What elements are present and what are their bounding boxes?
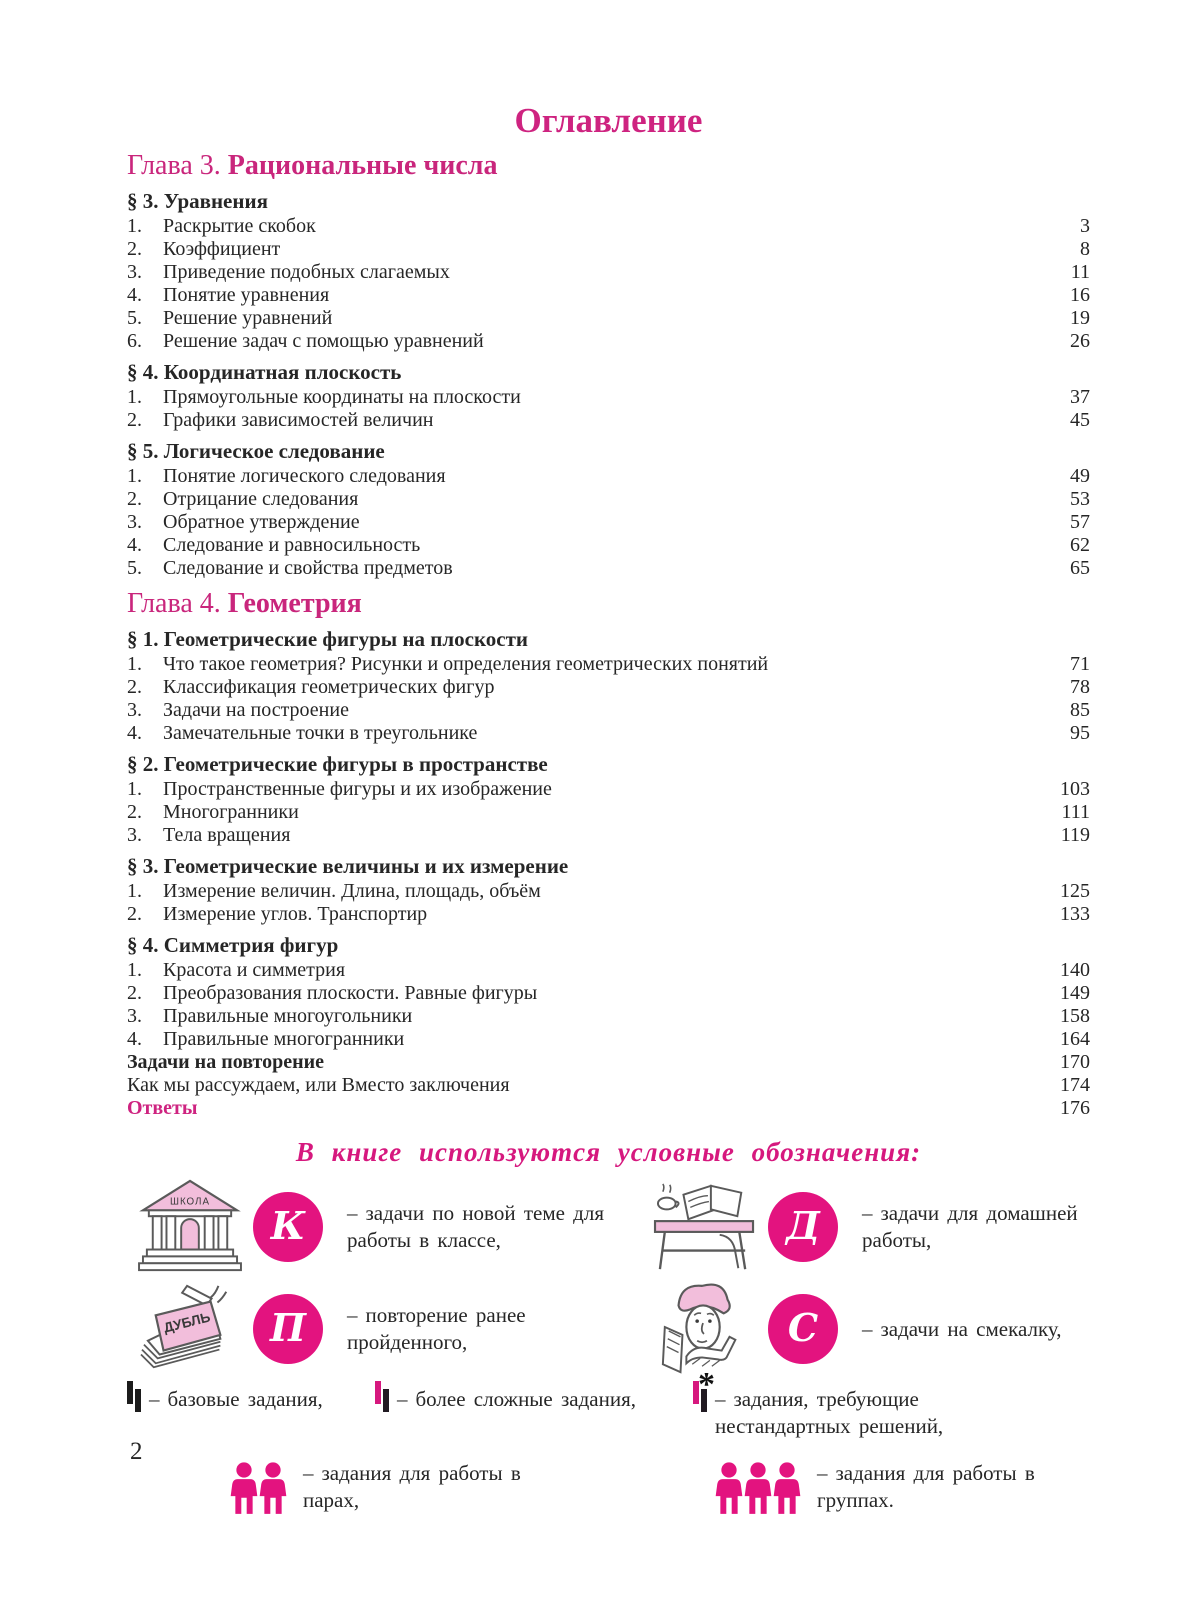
toc-item-title: Правильные многоугольники xyxy=(163,1005,413,1027)
toc-item-page: 95 xyxy=(1070,722,1090,744)
legend-text-value: повторение ранее пройденного, xyxy=(347,1303,526,1354)
legend-square-item xyxy=(375,1384,693,1413)
chapter-heading xyxy=(127,587,1090,620)
section-heading: § 4. Координатная плоскость xyxy=(127,360,402,384)
toc-item-title: Замечательные точки в треугольнике xyxy=(163,722,478,744)
toc-item-page: 174 xyxy=(1060,1074,1090,1096)
dash: – xyxy=(347,1303,358,1327)
toc-item-page: 11 xyxy=(1070,261,1090,283)
toc-item-page: 111 xyxy=(1061,801,1090,823)
toc-item xyxy=(127,215,1090,238)
toc-item-number: 1. xyxy=(127,653,142,675)
toc-item-number: 5. xyxy=(127,307,142,329)
toc-item-title: Задачи на построение xyxy=(163,699,349,721)
toc-item xyxy=(127,982,1090,1005)
toc-item-title: Как мы рассуждаем, или Вместо заключения xyxy=(127,1074,510,1096)
toc-item-page: 26 xyxy=(1070,330,1090,352)
toc-item xyxy=(127,557,1090,580)
toc-item-number: 3. xyxy=(127,824,142,846)
toc-item xyxy=(127,465,1090,488)
toc-item-title: Измерение величин. Длина, площадь, объём xyxy=(163,880,541,902)
legend-people xyxy=(127,1458,1090,1525)
toc-item-page: 164 xyxy=(1060,1028,1090,1050)
toc-item-title: Отрицание следования xyxy=(163,488,359,510)
toc-item-page: 103 xyxy=(1060,778,1090,800)
homework-desk-illustration xyxy=(642,1178,768,1276)
chapter-heading xyxy=(127,149,1090,182)
square-shape xyxy=(127,1381,133,1404)
legend-title: В книге используются условные обозначения: xyxy=(295,1137,922,1167)
toc-item-number: 1. xyxy=(127,959,142,981)
notebook-pen-illustration xyxy=(127,1280,253,1378)
legend-square-item xyxy=(693,1366,1090,1440)
legend-text xyxy=(149,1386,323,1413)
toc-item-page: 65 xyxy=(1070,557,1090,579)
legend-text xyxy=(862,1200,1090,1254)
toc-item xyxy=(127,699,1090,722)
badge-п-icon: П xyxy=(253,1294,323,1364)
pair-people-icon xyxy=(227,1458,285,1525)
toc-item xyxy=(127,488,1090,511)
toc-item-number: 3. xyxy=(127,699,142,721)
toc-item-page: 8 xyxy=(1080,238,1090,260)
toc-item-page: 19 xyxy=(1070,307,1090,329)
toc-item-title: Следование и равносильность xyxy=(163,534,421,556)
toc-item-title: Понятие логического следования xyxy=(163,465,446,487)
svg-text:ШКОЛА: ШКОЛА xyxy=(170,1196,210,1208)
toc-item-number: 1. xyxy=(127,880,142,902)
toc-item-title: Красота и симметрия xyxy=(163,959,346,981)
toc-item-number: 4. xyxy=(127,1028,142,1050)
toc-item xyxy=(127,1028,1090,1051)
toc-item-number: 2. xyxy=(127,982,142,1004)
legend-text-value: задания для работы в группах. xyxy=(817,1461,1035,1512)
toc-item-title: Измерение углов. Транспортир xyxy=(163,903,428,925)
toc-item xyxy=(127,824,1090,847)
toc-item-number: 3. xyxy=(127,1005,142,1027)
legend-squares xyxy=(127,1366,1090,1440)
toc-item-page: 125 xyxy=(1060,880,1090,902)
square-shape xyxy=(375,1381,381,1404)
toc-item-number: 2. xyxy=(127,238,142,260)
toc-item xyxy=(127,386,1090,409)
toc-item xyxy=(127,801,1090,824)
toc-item xyxy=(127,307,1090,330)
toc-item-title: Решение задач с помощью уравнений xyxy=(163,330,484,352)
chapter-label: Глава 4. xyxy=(127,588,221,619)
toc-item-page: 149 xyxy=(1060,982,1090,1004)
toc-item-page: 49 xyxy=(1070,465,1090,487)
toc-item xyxy=(127,1051,1090,1074)
chapter-name: Рациональные числа xyxy=(227,150,498,181)
toc-item-number: 4. xyxy=(127,284,142,306)
legend-text xyxy=(397,1386,636,1413)
legend-text xyxy=(715,1386,1025,1440)
advanced-task-square xyxy=(375,1384,381,1402)
toc-item-title: Раскрытие скобок xyxy=(163,215,316,237)
toc-item-page: 53 xyxy=(1070,488,1090,510)
toc-item-number: 2. xyxy=(127,903,142,925)
svg-text:ДУБЛЬ: ДУБЛЬ xyxy=(162,1309,212,1336)
legend-group-item xyxy=(127,1458,642,1525)
toc-item-number: 1. xyxy=(127,215,142,237)
section-heading: § 2. Геометрические фигуры в пространстве xyxy=(127,752,548,776)
toc-item-page: 170 xyxy=(1060,1051,1090,1073)
toc-item-title: Что такое геометрия? Рисунки и определения геометрических понятий xyxy=(163,653,769,675)
page-title: Оглавление xyxy=(514,101,703,140)
badge-с-icon: С xyxy=(768,1294,838,1364)
page-number: 2 xyxy=(130,1438,143,1465)
toc-item xyxy=(127,880,1090,903)
legend-text xyxy=(862,1316,1090,1343)
dash: – xyxy=(347,1201,358,1225)
toc-item xyxy=(127,1005,1090,1028)
nonstandard-task-square xyxy=(693,1366,715,1403)
legend-text xyxy=(347,1200,642,1254)
toc-item-title: Коэффициент xyxy=(163,238,281,260)
toc-item-title: Классификация геометрических фигур xyxy=(163,676,495,698)
toc-item-number: 6. xyxy=(127,330,142,352)
toc-item-number: 3. xyxy=(127,261,142,283)
table-of-contents xyxy=(127,149,1090,1120)
thinking-person-illustration xyxy=(642,1280,768,1378)
toc-item xyxy=(127,722,1090,745)
dash: – xyxy=(862,1316,873,1341)
badge-д-icon: Д xyxy=(768,1192,838,1262)
toc-item-page: 119 xyxy=(1060,824,1090,846)
toc-item-page: 16 xyxy=(1070,284,1090,306)
legend-text xyxy=(303,1460,543,1514)
toc-item xyxy=(127,511,1090,534)
toc-item-number: 1. xyxy=(127,386,142,408)
toc-item-title: Тела вращения xyxy=(163,824,291,846)
dash: – xyxy=(862,1201,873,1225)
toc-item xyxy=(127,778,1090,801)
toc-item-title: Пространственные фигуры и их изображение xyxy=(163,778,552,800)
group-people-icon xyxy=(712,1458,799,1525)
toc-item-number: 3. xyxy=(127,511,142,533)
toc-item-title: Решение уравнений xyxy=(163,307,333,329)
toc-item-number: 2. xyxy=(127,409,142,431)
dash: – xyxy=(397,1387,408,1411)
toc-item-page: 62 xyxy=(1070,534,1090,556)
toc-item xyxy=(127,409,1090,432)
toc-item xyxy=(127,238,1090,261)
dash: – xyxy=(817,1461,828,1485)
toc-item-number: 1. xyxy=(127,778,142,800)
legend-square-item xyxy=(127,1384,375,1413)
legend-text-value: базовые задания, xyxy=(167,1387,323,1411)
toc-item-page: 71 xyxy=(1070,653,1090,675)
toc-item-page: 158 xyxy=(1060,1005,1090,1027)
dash: – xyxy=(715,1387,726,1411)
toc-item xyxy=(127,534,1090,557)
chapter-label: Глава 3. xyxy=(127,150,221,181)
dash: – xyxy=(149,1387,160,1411)
section-heading: § 5. Логическое следование xyxy=(127,439,385,463)
toc-item-page: 57 xyxy=(1070,511,1090,533)
toc-item-title: Понятие уравнения xyxy=(163,284,330,306)
toc-item xyxy=(127,330,1090,353)
toc-item-page: 140 xyxy=(1060,959,1090,981)
toc-item xyxy=(127,1074,1090,1097)
legend-row xyxy=(127,1176,642,1278)
legend-badges xyxy=(127,1176,1090,1380)
legend-group-item xyxy=(642,1458,1057,1525)
toc-item-title: Графики зависимостей величин xyxy=(163,409,434,431)
toc-item-title: Правильные многогранники xyxy=(163,1028,405,1050)
toc-item-number: 4. xyxy=(127,722,142,744)
toc-item xyxy=(127,903,1090,926)
toc-item-number: 1. xyxy=(127,465,142,487)
dash: – xyxy=(303,1461,314,1485)
toc-item-page: 78 xyxy=(1070,676,1090,698)
toc-item-number: 5. xyxy=(127,557,142,579)
toc-item-title: Следование и свойства предметов xyxy=(163,557,453,579)
toc-item xyxy=(127,284,1090,307)
legend-text-value: задачи по новой теме для работы в классе, xyxy=(347,1201,604,1252)
school-illustration xyxy=(127,1178,253,1276)
legend-row xyxy=(127,1278,642,1380)
toc-item xyxy=(127,1097,1090,1120)
legend-text-value: задания, требующие нестандартных решений, xyxy=(715,1387,944,1438)
toc-item-title: Преобразования плоскости. Равные фигуры xyxy=(163,982,538,1004)
toc-item-page: 45 xyxy=(1070,409,1090,431)
asterisk-marker: * xyxy=(698,1366,715,1403)
toc-item xyxy=(127,959,1090,982)
toc-item-title: Ответы xyxy=(127,1097,198,1119)
section-heading: § 4. Симметрия фигур xyxy=(127,933,339,957)
section-heading: § 3. Уравнения xyxy=(127,189,268,213)
toc-item-title: Задачи на повторение xyxy=(127,1051,325,1073)
toc-item-title: Прямоугольные координаты на плоскости xyxy=(163,386,521,408)
legend-text-value: задачи для домашней работы, xyxy=(862,1201,1078,1252)
badge-к-icon: К xyxy=(253,1192,323,1262)
chapter-name: Геометрия xyxy=(227,588,362,619)
section-heading: § 3. Геометрические величины и их измерение xyxy=(127,854,569,878)
toc-item-page: 133 xyxy=(1060,903,1090,925)
toc-item-number: 4. xyxy=(127,534,142,556)
legend-text xyxy=(817,1460,1057,1514)
legend-text-value: задачи на смекалку, xyxy=(880,1316,1062,1341)
toc-item xyxy=(127,676,1090,699)
toc-item-number: 2. xyxy=(127,801,142,823)
toc-item-title: Обратное утверждение xyxy=(163,511,360,533)
legend-row xyxy=(642,1278,1090,1380)
toc-item xyxy=(127,261,1090,284)
legend-text-value: более сложные задания, xyxy=(415,1387,636,1411)
toc-item-title: Многогранники xyxy=(163,801,299,823)
section-heading: § 1. Геометрические фигуры на плоскости xyxy=(127,627,529,651)
toc-item-page: 176 xyxy=(1060,1097,1090,1119)
toc-item-title: Приведение подобных слагаемых xyxy=(163,261,450,283)
toc-item-number: 2. xyxy=(127,676,142,698)
toc-item-page: 3 xyxy=(1080,215,1090,237)
toc-item-page: 85 xyxy=(1070,699,1090,721)
legend-row xyxy=(642,1176,1090,1278)
legend-text-value: задания для работы в парах, xyxy=(303,1461,521,1512)
toc-item-page: 37 xyxy=(1070,386,1090,408)
basic-task-square xyxy=(127,1384,133,1402)
legend-text xyxy=(347,1302,642,1356)
toc-item xyxy=(127,653,1090,676)
toc-item-number: 2. xyxy=(127,488,142,510)
